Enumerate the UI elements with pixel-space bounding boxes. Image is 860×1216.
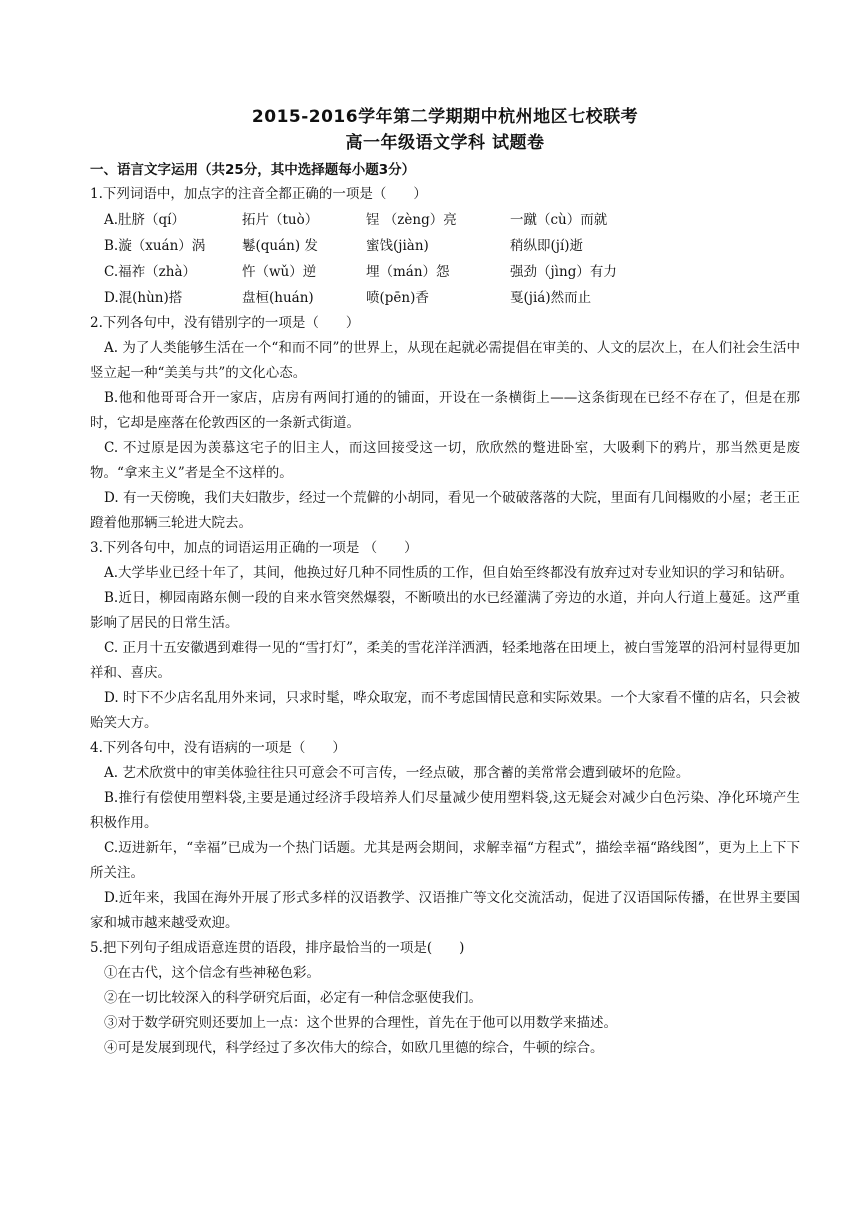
option-cell: 强劲（jìng）有力 xyxy=(510,264,617,280)
question-stem: 3.下列各句中，加点的词语运用正确的一项是 （ ） xyxy=(90,540,418,556)
option-cell: 忤（wǔ）逆 xyxy=(242,264,317,280)
sentence-item-4: ④可是发展到现代，科学经过了多次伟大的综合，如欧几里德的综合，牛顿的综合。 xyxy=(104,1040,604,1056)
option-b: B.近日，柳园南路东侧一段的自来水管突然爆裂，不断喷出的水已经灌满了旁边的水道，并向人行道上蔓延。这严重影响了居民的日常生活。 xyxy=(90,590,800,631)
option-cell: 一蹴（cù）而就 xyxy=(510,212,608,228)
option-row-d xyxy=(104,285,800,311)
option-row-c xyxy=(104,259,800,285)
option-cell: 埋（mán）怨 xyxy=(366,264,450,280)
option-a: A. 为了人类能够生活在一个“和而不同”的世界上，从现在起就必需提倡在审美的、人文的层次上，在人们社会生活中竖立起一种“美美与共”的文化心态。 xyxy=(90,340,800,381)
option-table xyxy=(90,207,800,311)
option-cell: 蜜饯(jiàn) xyxy=(366,238,429,254)
option-c: C. 不过原是因为羡慕这宅子的旧主人，而这回接受这一切，欣欣然的蹩进卧室，大吸剩下的鸦片，那当然更是废物。“拿来主义”者是全不这样的。 xyxy=(90,440,800,481)
question-2 xyxy=(90,311,800,536)
question-stem: 1.下列词语中，加点字的注音全都正确的一项是（ ） xyxy=(90,186,427,202)
option-cell: 锃 （zèng）亮 xyxy=(366,212,457,228)
option-row-a xyxy=(104,207,800,233)
question-4 xyxy=(90,736,800,936)
section-heading: 一、语言文字运用（共25分，其中选择题每小题3分） xyxy=(90,162,416,178)
option-d: D. 有一天傍晚，我们夫妇散步，经过一个荒僻的小胡同，看见一个破破落落的大院，里面有几间榻败的小屋；老王正蹬着他那辆三轮进大院去。 xyxy=(90,490,800,531)
option-b: B.他和他哥哥合开一家店，店房有两间打通的的铺面，开设在一条横街上——这条街现在已经不存在了，但是在那时，它却是座落在伦敦西区的一条新式街道。 xyxy=(90,390,800,431)
question-stem: 4.下列各句中，没有语病的一项是（ ） xyxy=(90,740,346,756)
option-a: A.大学毕业已经十年了，其间，他换过好几种不同性质的工作，但自始至终都没有放弃过对专业知识的学习和钻研。 xyxy=(104,565,794,581)
option-d: D.近年来，我国在海外开展了形式多样的汉语教学、汉语推广等文化交流活动，促进了汉语国际传播，在世界主要国家和城市越来越受欢迎。 xyxy=(90,890,800,931)
sentence-item-2: ②在一切比较深入的科学研究后面，必定有一种信念驱使我们。 xyxy=(104,990,482,1006)
option-cell: 喷(pēn)香 xyxy=(366,290,429,306)
option-cell: 拓片（tuò） xyxy=(242,212,319,228)
question-3 xyxy=(90,536,800,736)
option-d: D. 时下不少店名乱用外来词，只求时髦，哗众取宠，而不考虑国情民意和实际效果。一个大家看不懂的店名，只会被贻笑大方。 xyxy=(90,690,800,731)
option-c: C. 正月十五安徽遇到难得一见的“雪打灯”，柔美的雪花洋洋洒洒，轻柔地落在田埂上，被白雪笼罩的沿河村显得更加祥和、喜庆。 xyxy=(90,640,800,681)
option-cell: B.漩（xuán）涡 xyxy=(104,238,206,254)
option-cell: A.肚脐（qí） xyxy=(104,212,185,228)
option-cell: 戛(jiá)然而止 xyxy=(510,290,592,306)
exam-page xyxy=(90,104,800,1061)
question-5 xyxy=(90,936,800,1061)
sentence-item-1: ①在古代，这个信念有些神秘色彩。 xyxy=(104,965,320,981)
exam-title-line2: 高一年级语文学科 试题卷 xyxy=(345,133,545,153)
question-1 xyxy=(90,182,800,311)
question-stem: 2.下列各句中，没有错别字的一项是（ ） xyxy=(90,315,360,331)
exam-title-line1: 2015-2016学年第二学期期中杭州地区七校联考 xyxy=(251,107,639,127)
question-stem: 5.把下列句子组成语意连贯的语段，排序最恰当的一项是( ) xyxy=(90,940,465,956)
option-c: C.迈进新年，“幸福”已成为一个热门话题。尤其是两会期间，求解幸福“方程式”，描绘幸福“路线图”，更为上上下下所关注。 xyxy=(90,840,800,881)
option-b: B.推行有偿使用塑料袋,主要是通过经济手段培养人们尽量减少使用塑料袋,这无疑会对减少白色污染、净化环境产生积极作用。 xyxy=(90,790,800,831)
option-row-b xyxy=(104,233,800,259)
option-cell: 鬈(quán) 发 xyxy=(242,238,318,254)
sentence-item-3: ③对于数学研究则还要加上一点：这个世界的合理性，首先在于他可以用数学来描述。 xyxy=(104,1015,617,1031)
option-cell: 盘桓(huán) xyxy=(242,290,314,306)
option-cell: C.福祚（zhà） xyxy=(104,264,196,280)
option-a: A. 艺术欣赏中的审美体验往往只可意会不可言传，一经点破，那含蓄的美常常会遭到破坏的危险。 xyxy=(104,765,690,781)
option-cell: D.混(hùn)搭 xyxy=(104,290,183,306)
option-cell: 稍纵即(jí)逝 xyxy=(510,238,584,254)
